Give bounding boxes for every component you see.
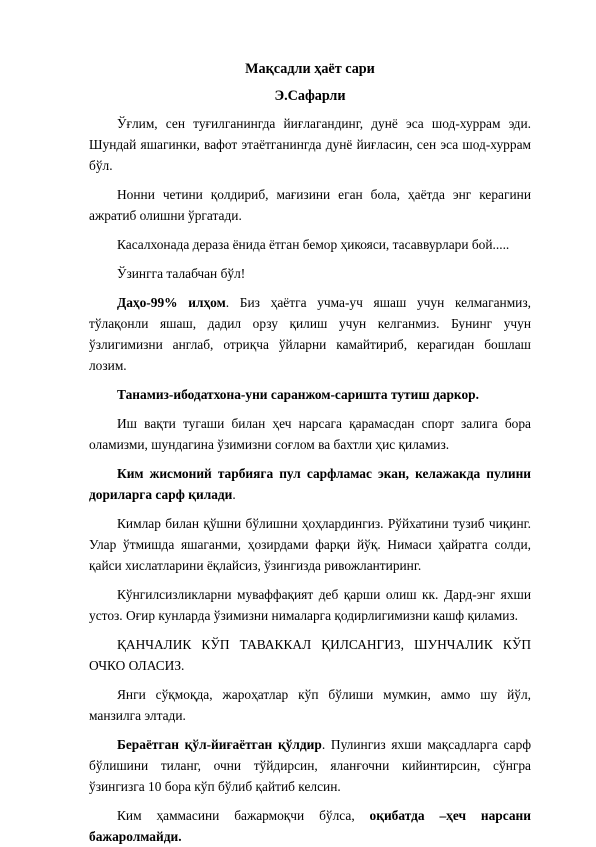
final-word: –ҳеч <box>439 808 466 823</box>
final-line-1 <box>89 805 531 826</box>
paragraph-p13 <box>89 734 531 797</box>
paragraph-run: . <box>232 487 236 502</box>
document-author: Э.Сафарли <box>274 88 346 104</box>
paragraph-p5 <box>89 292 531 376</box>
final-word: бўлса, <box>319 808 355 823</box>
paragraph-run: Бераётган қўл-йиғаётган қўлдир <box>117 737 322 752</box>
paragraph-p10 <box>89 584 531 626</box>
final-word: нарсани <box>480 808 531 823</box>
paragraph-run: Ўғлим, сен туғилганингда йиғлагандинг, дунё эса шод-хуррам эди. Шундай яшагинки, вафот этаётганингда дунё йиғласин, сен эса шод-хуррам бўл. <box>89 116 531 173</box>
paragraph-run: ҚАНЧАЛИК КЎП ТАВАККАЛ ҚИЛСАНГИЗ, ШУНЧАЛИК КЎП ОЧКО ОЛАСИЗ. <box>89 637 531 673</box>
paragraph-run: Даҳо-99% илҳом <box>117 295 226 310</box>
final-word: Ким <box>117 808 142 823</box>
paragraph-run: Ўзингга талабчан бўл! <box>117 266 246 281</box>
paragraph-p3 <box>89 234 531 255</box>
paragraph-run: Янги сўқмоқда, жароҳатлар кўп бўлиши мумкин, аммо шу йўл, манзилга элтади. <box>89 687 531 723</box>
paragraph-run: Ким жисмоний тарбияга пул сарфламас экан, келажакда пулини дориларга сарф қилади <box>89 466 531 502</box>
paragraph-p6 <box>89 384 531 405</box>
paragraph-list <box>89 113 531 797</box>
final-word: ҳаммасини <box>156 808 220 823</box>
paragraph-p11 <box>89 634 531 676</box>
paragraph-run: . Биз ҳаётга учма-уч яшаш учун келмаганмиз, тўлақонли яшаш, дадил орзу қилиш учун келганмиз. Бунинг учун ўзлигимизни англаб, отриқча ўйларни камайтириб, керагидан бошлаш лозим. <box>89 295 531 373</box>
paragraph-run: Иш вақти тугаши билан ҳеч нарсага қарамасдан спорт залига бора оламизми, шундагина ўзимизни соғлом ва бахтли ҳис қиламиз. <box>89 416 531 452</box>
paragraph-run: Кўнгилсизликларни муваффақият деб қарши олиш кк. Дард-энг яхши устоз. Оғир кунларда ўзимизни нималарга қодирлигимизни кашф қиламиз. <box>89 587 531 623</box>
final-tail: бажаролмайди. <box>89 829 182 844</box>
paragraph-p2 <box>89 184 531 226</box>
paragraph-p1 <box>89 113 531 176</box>
document-body <box>89 60 531 847</box>
paragraph-run: Нонни четини қолдириб, мағизини еган бола, ҳаётда энг керагини ажратиб олишни ўргатади. <box>89 187 531 223</box>
paragraph-run: . Пулингиз яхши мақсадларга сарф бўлишини тиланг, очни тўйдирсин, яланғочни кийинтирсин, сўнгра ўзингизга 10 бора кўп бўлиб қайтиб келсин. <box>89 737 531 794</box>
paragraph-p9 <box>89 513 531 576</box>
paragraph-p7 <box>89 413 531 455</box>
paragraph-run: Танамиз-ибодатхона-уни саранжом-саришта тутиш даркор. <box>117 387 479 402</box>
final-word: оқибатда <box>369 808 425 823</box>
final-line-2 <box>89 826 531 847</box>
paragraph-p8 <box>89 463 531 505</box>
final-word: бажармоқчи <box>234 808 305 823</box>
paragraph-run: Касалхонада дераза ёнида ётган бемор ҳикояси, тасаввурлари бой..... <box>117 237 510 252</box>
paragraph-p4 <box>89 263 531 284</box>
paragraph-p12 <box>89 684 531 726</box>
paragraph-final <box>89 805 531 847</box>
document-title: Мақсадли ҳаёт сари <box>245 61 375 77</box>
paragraph-run: Кимлар билан қўшни бўлишни ҳоҳлардингиз. Рўйхатини тузиб чиқинг. Улар ўтмишда яшаганми, ҳозирдами фарқи йўқ. Нимаси ҳайратга солди, қайси хислатларини ёқлайсиз, ўзингизда ривожлантиринг. <box>89 516 531 573</box>
